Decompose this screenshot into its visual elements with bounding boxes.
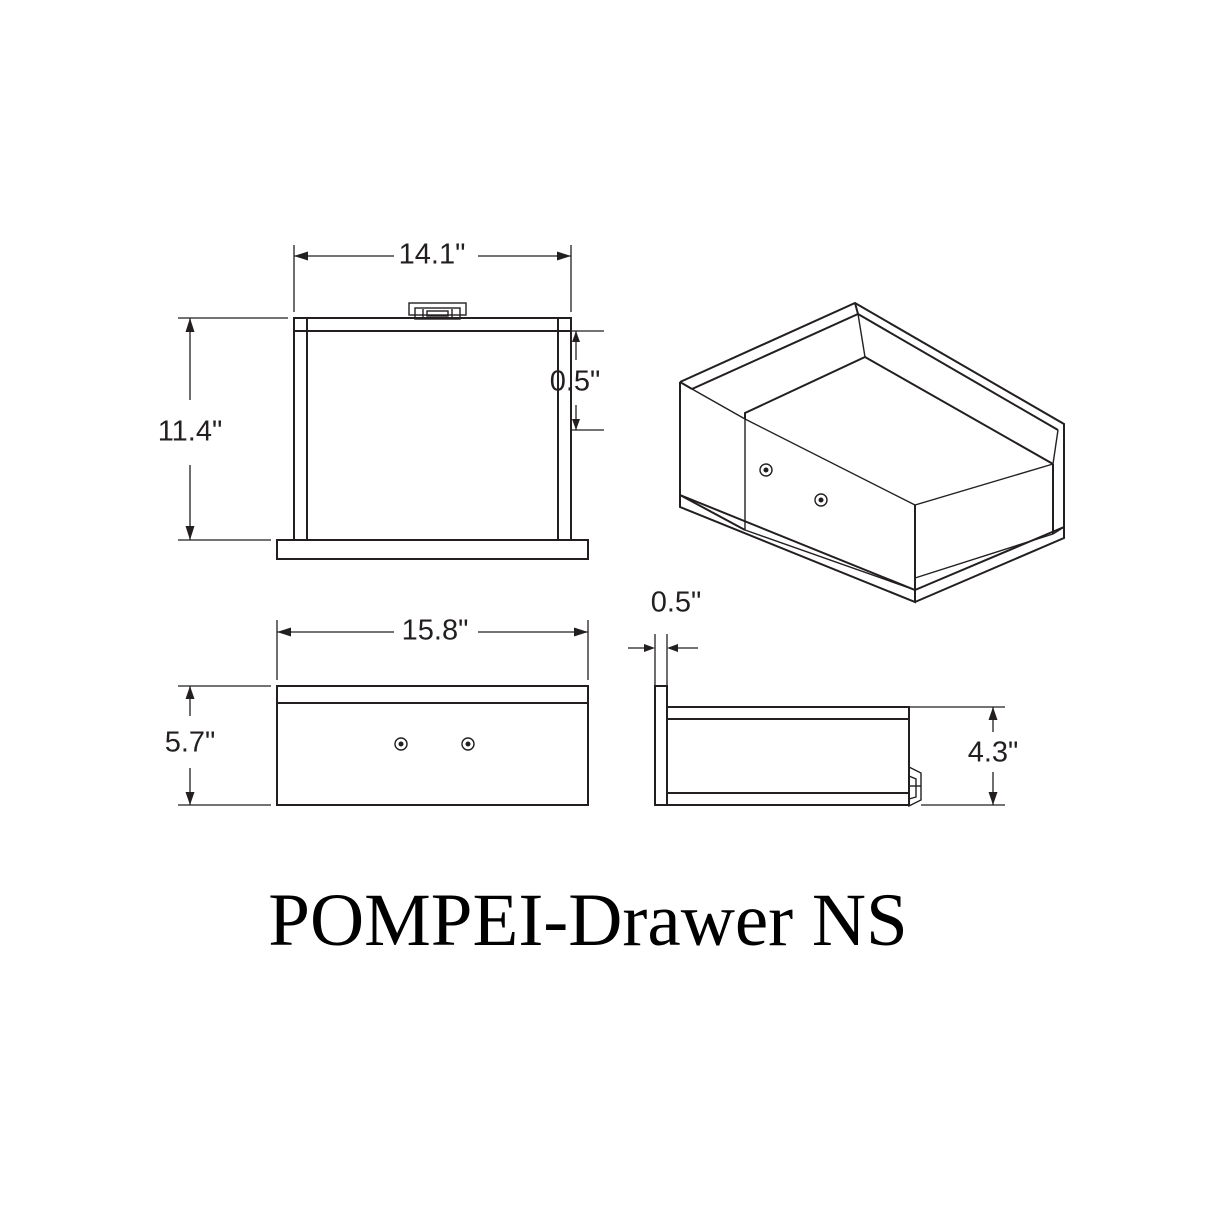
dim-side-thickness-label: 0.5" — [650, 586, 702, 619]
front-view — [277, 303, 588, 559]
dim-front-width — [294, 239, 571, 312]
dim-front-height-label: 11.4" — [157, 415, 223, 448]
front-back-panel — [307, 331, 558, 540]
front-right-wall — [558, 318, 571, 540]
dim-side-height-label: 4.3" — [967, 736, 1019, 769]
front-left-wall — [294, 318, 307, 540]
front-top-rail — [294, 318, 571, 331]
front-slide-bracket — [409, 303, 466, 319]
dim-side-thickness — [628, 587, 701, 805]
top-view — [277, 686, 588, 805]
dim-top-depth-label: 5.7" — [164, 726, 216, 759]
dim-front-height — [158, 318, 288, 540]
isometric-view — [680, 303, 1064, 602]
dim-front-width-label: 14.1" — [398, 238, 466, 271]
side-body — [667, 707, 909, 805]
side-front-panel — [655, 686, 667, 805]
side-slide-hardware — [909, 767, 921, 806]
drawing-title: POMPEI-Drawer NS — [268, 879, 908, 962]
dim-side-height — [909, 707, 1018, 805]
side-view — [655, 686, 921, 806]
dim-top-width-label: 15.8" — [401, 614, 469, 647]
dim-front-thickness-label: 0.5" — [549, 365, 601, 398]
dim-top-depth — [165, 686, 271, 805]
front-bottom-panel — [277, 540, 588, 559]
dim-top-width — [277, 615, 588, 680]
